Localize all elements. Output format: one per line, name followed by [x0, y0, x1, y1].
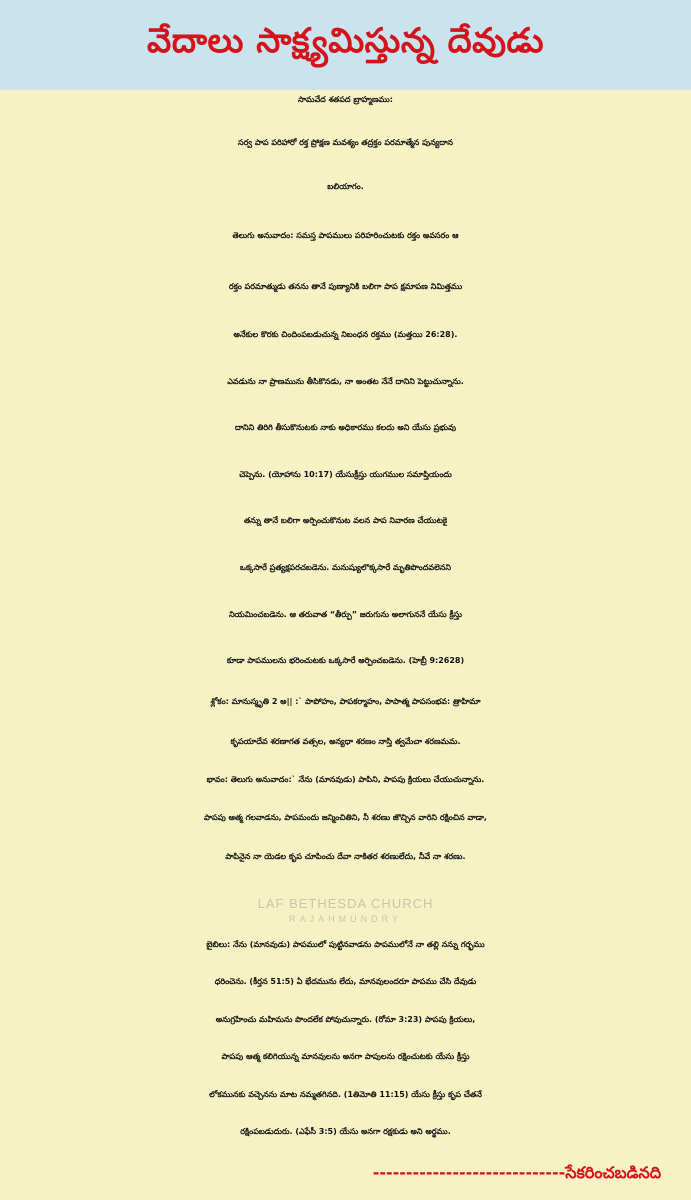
watermark-church-name: LAF BETHESDA CHURCH — [257, 896, 434, 911]
bible-line: లోకమునకు వచ్చెనను మాట నమ్మతగినది. (1తిమోతి 11:15) యేసు క్రీస్తు కృప చేతనే — [209, 1090, 482, 1099]
page-title: వేదాలు సాక్ష్యమిస్తున్న దేవుడు — [147, 21, 544, 61]
shloka-line: శ్లోకం: మానుస్మృతి 2 అ|| :` పాపోహం, పాపకర్మాహం, పాపాత్మ పాపసంభవ: త్రాహిమా — [210, 697, 481, 706]
bible-line: రక్షింపబడుదురు. (ఎఫేసీ 3:5) యేసు అనగా రక్షకుడు అని అర్థము. — [240, 1127, 451, 1136]
body-line: ఎవడును నా ప్రాణమును తీసికొనడు, నా అంతట నేనే దానిని పెట్టుచున్నాను. — [227, 377, 464, 386]
body-line: దానిని తిరిగి తీసుకొనుటకు నాకు అధికారము కలదు అని యేసు ప్రభువు — [234, 423, 457, 432]
title-banner — [0, 0, 691, 90]
body-line: నియమించబడెను. ఆ తరువాత “తీర్పు” జరుగును అలాగుననే యేసు క్రీస్తు — [228, 610, 463, 619]
body-line: రక్తం పరమాత్ముడు తనను తానే పుణ్యానికి బలిగా పాప క్షమాపణ నిమిత్తము — [228, 282, 463, 291]
collected-by-signature: -----------------------------సేకరించబడినది — [372, 1163, 661, 1182]
body-line: బలియాగం. — [327, 182, 364, 191]
body-line: సర్వ పాప పరిహారో రక్త ప్రోక్షణ మవశ్యం తద్రక్తం పరమాత్మేన పున్యదాన — [238, 138, 453, 147]
meaning-line: పాపినైన నా యెడల కృప చూపించు దేవా నాకితర శరణులేదు, నీవే నా శరణు. — [225, 852, 466, 861]
bible-line: పాపపు ఆత్మ కలిగియున్న మానవులను అనగా పాపులను రక్షించుటకు యేసు క్రీస్తు — [221, 1052, 470, 1061]
section-heading-samaveda: సామవేద శతపద బ్రాహ్మణము: — [298, 95, 393, 104]
body-line: తెలుగు అనువాదం: సమస్త పాపములు పరిహరించుటకు రక్తం అవసరం ఆ — [232, 231, 459, 240]
body-line: ఒక్కసారే ప్రత్యక్షపరచబడెను. మనుష్యులొక్కసారే మృతిపొందవలెనని — [240, 563, 451, 572]
body-line: చెప్పెను. (యోహాను 10:17) యేసుక్రీస్తు యుగముల సమాప్తియందు — [239, 470, 452, 479]
body-line: కూడా పాపములను భరించుటకు ఒక్కసారే అర్పించబడెను. (హెబ్రీ 9:2628) — [226, 656, 465, 665]
bible-line: ధరించెను. (కీర్తన 51:5) ఏ భేదమును లేదు, మానవులందరూ పాపము చేసి దేవుడు — [214, 977, 477, 986]
watermark-city: RAJAHMUNDRY — [289, 914, 402, 924]
body-line: అనేకుల కొరకు చిందింపబడుచున్న నిబంధన రక్తము (మత్తయి 26:28). — [233, 330, 458, 339]
bible-line: అనుగ్రహించు మహిమను పొందలేక పోవుచున్నారు. (రోమా 3:23) పాపపు క్రియలు, — [215, 1015, 476, 1024]
bible-line: బైబిలు: నేను (మానవుడు) పాపములో పుట్టినవాడను పాపములోనే నా తల్లి నన్ను గర్భము — [206, 940, 485, 949]
meaning-line: భావం: తెలుగు అనువాదం:` నేను (మానవుడు) పాపిని, పాపపు క్రియలు చేయుచున్నాను. — [206, 775, 485, 784]
body-line: తన్ను తానే బలిగా అర్పించుకొనుట వలన పాప నివారణ చేయుటకై — [243, 516, 448, 525]
meaning-line: పాపపు ఆత్మ గలవాడను, పాపమందు జన్మించితిని, నీ శరణు జొచ్చిన వారిని రక్షించిన వాడా, — [204, 813, 487, 822]
shloka-line: కృపయాదేవ శరణాగత వత్సల, అన్యధా శరణం నాస్తి త్వమేచా శరణమమ. — [230, 737, 461, 746]
